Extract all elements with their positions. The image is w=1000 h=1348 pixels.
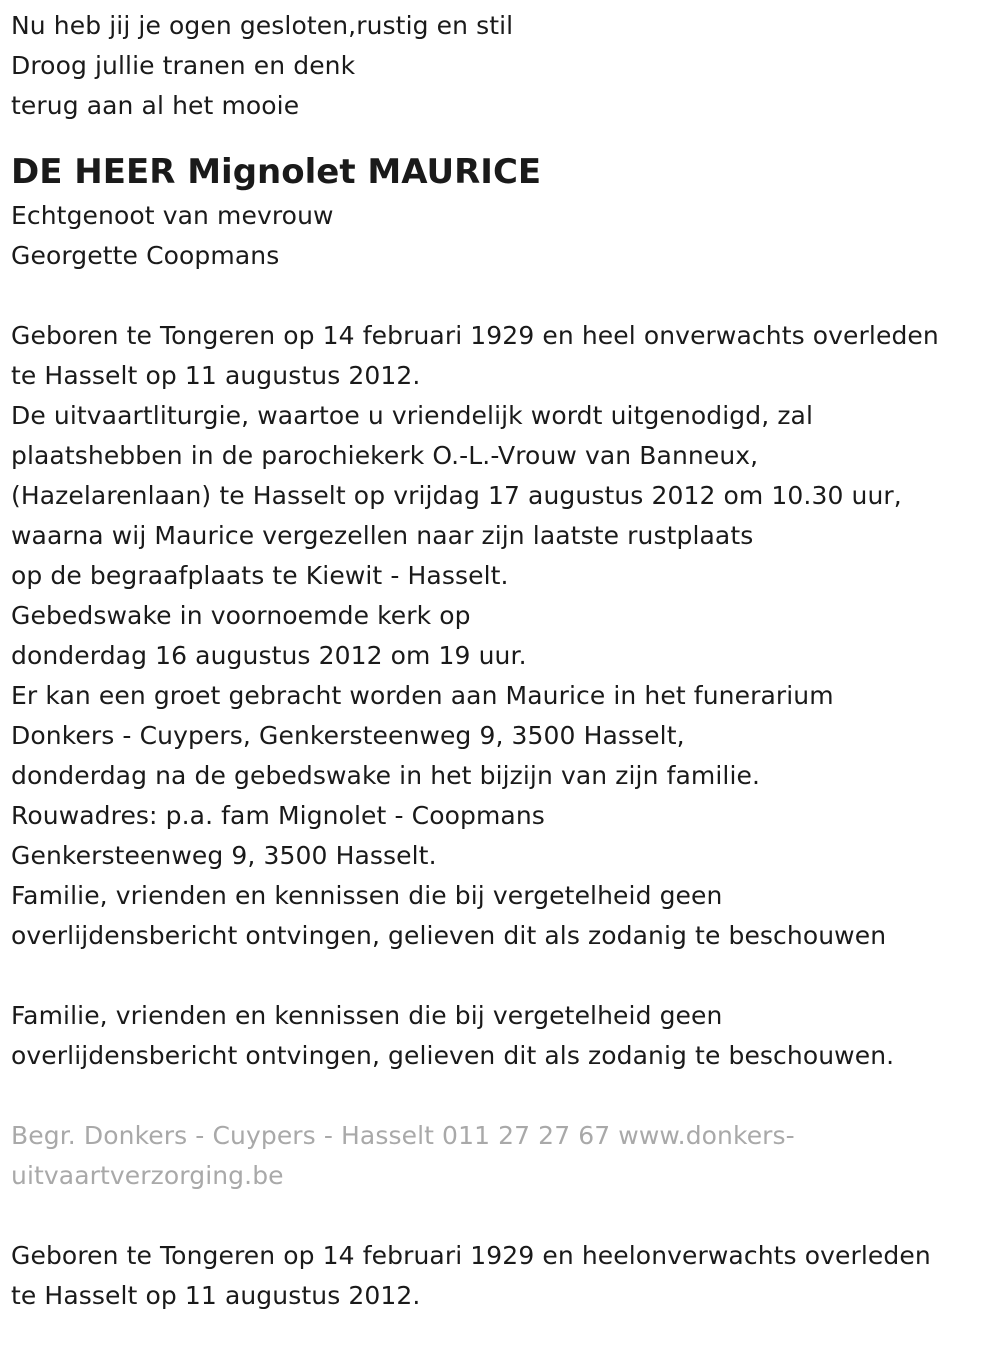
body-line-15: Familie, vrienden en kennissen die bij vergetelheid geen bbox=[11, 881, 723, 910]
poem-line-1: Nu heb jij je ogen gesloten,rustig en stil bbox=[11, 11, 514, 40]
spouse-line-2: Georgette Coopmans bbox=[11, 241, 280, 270]
poem-block bbox=[11, 6, 1000, 126]
closing-line-2: overlijdensbericht ontvingen, gelieven dit als zodanig te beschouwen. bbox=[11, 1041, 895, 1070]
body-line-4: plaatshebben in de parochiekerk O.-L.-Vrouw van Banneux, bbox=[11, 441, 759, 470]
announcement-body bbox=[11, 316, 1000, 956]
undertaker-block bbox=[11, 1116, 1000, 1196]
body-line-5: (Hazelarenlaan) te Hasselt op vrijdag 17 augustus 2012 om 10.30 uur, bbox=[11, 481, 902, 510]
footer-block bbox=[11, 1236, 1000, 1316]
poem-line-2: Droog jullie tranen en denk bbox=[11, 51, 356, 80]
closing-block bbox=[11, 996, 1000, 1076]
body-line-12: donderdag na de gebedswake in het bijzijn van zijn familie. bbox=[11, 761, 761, 790]
body-line-14: Genkersteenweg 9, 3500 Hasselt. bbox=[11, 841, 437, 870]
poem-line-3: terug aan al het mooie bbox=[11, 91, 300, 120]
undertaker-line-1: Begr. Donkers - Cuypers - Hasselt 011 27 27 67 www.donkers- bbox=[11, 1121, 795, 1150]
body-line-8: Gebedswake in voornoemde kerk op bbox=[11, 601, 471, 630]
body-line-13: Rouwadres: p.a. fam Mignolet - Coopmans bbox=[11, 801, 545, 830]
body-line-9: donderdag 16 augustus 2012 om 19 uur. bbox=[11, 641, 527, 670]
body-line-6: waarna wij Maurice vergezellen naar zijn laatste rustplaats bbox=[11, 521, 754, 550]
body-line-3: De uitvaartliturgie, waartoe u vriendelijk wordt uitgenodigd, zal bbox=[11, 401, 814, 430]
body-line-11: Donkers - Cuypers, Genkersteenweg 9, 3500 Hasselt, bbox=[11, 721, 685, 750]
spouse-block bbox=[11, 196, 1000, 276]
spacer bbox=[11, 1196, 1000, 1236]
closing-line-1: Familie, vrienden en kennissen die bij vergetelheid geen bbox=[11, 1001, 723, 1030]
body-line-16: overlijdensbericht ontvingen, gelieven dit als zodanig te beschouwen bbox=[11, 921, 887, 950]
body-line-2: te Hasselt op 11 augustus 2012. bbox=[11, 361, 421, 390]
spouse-line-1: Echtgenoot van mevrouw bbox=[11, 201, 334, 230]
spacer bbox=[11, 276, 1000, 316]
body-line-10: Er kan een groet gebracht worden aan Maurice in het funerarium bbox=[11, 681, 834, 710]
body-line-7: op de begraafplaats te Kiewit - Hasselt. bbox=[11, 561, 509, 590]
spacer bbox=[11, 1076, 1000, 1116]
spacer bbox=[11, 956, 1000, 996]
deceased-name: DE HEER Mignolet MAURICE bbox=[11, 152, 542, 192]
footer-line-2: te Hasselt op 11 augustus 2012. bbox=[11, 1281, 421, 1310]
footer-line-1: Geboren te Tongeren op 14 februari 1929 en heelonverwachts overleden bbox=[11, 1241, 931, 1270]
body-line-1: Geboren te Tongeren op 14 februari 1929 en heel onverwachts overleden bbox=[11, 321, 939, 350]
undertaker-line-2: uitvaartverzorging.be bbox=[11, 1161, 284, 1190]
